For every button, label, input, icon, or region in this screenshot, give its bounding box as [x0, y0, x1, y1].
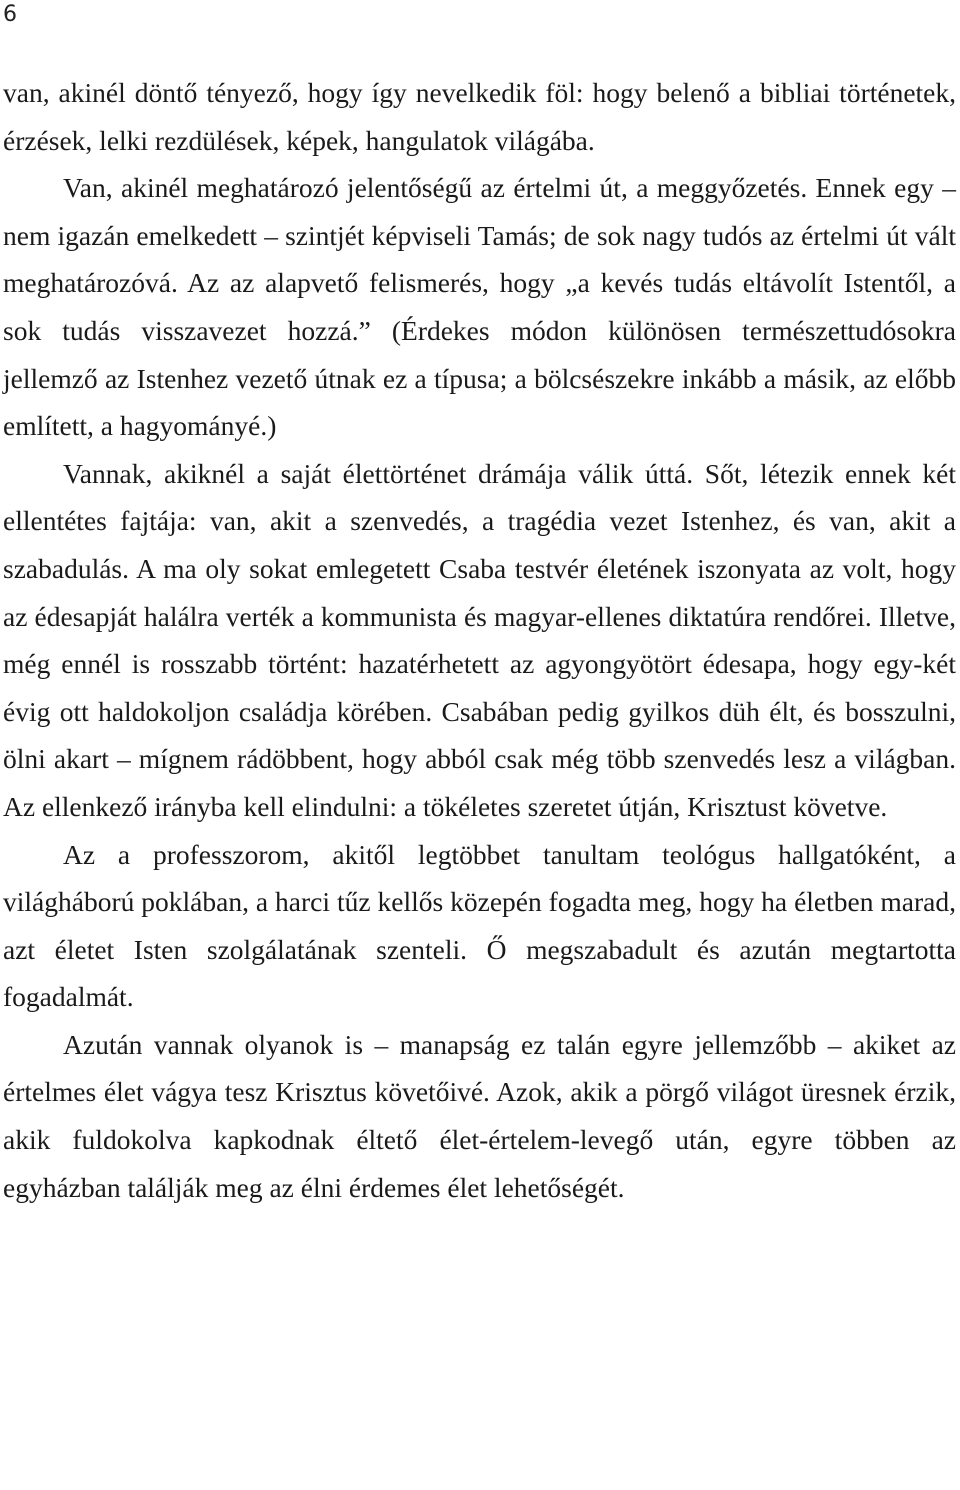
paragraph-3: Vannak, akiknél a saját élettörténet drámája válik úttá. Sőt, létezik ennek két ellentétes fajtája: van, akit a szenvedés, a tragédia vezet Istenhez, és van, akit a szabadulás. A ma oly sokat emlegetett Csaba testvér életének iszonyata az volt, hogy az édesapját halálra verték a kommunista és magyar-ellenes diktatúra rendőrei. Illetve, még ennél is rosszabb történt: hazatérhetett az agyongyötört édesapa, hogy egy-két évig ott haldokoljon családja körében. Csabában pedig gyilkos düh élt, és bosszulni, ölni akart – mígnem rádöbbent, hogy abból csak még több szenvedés lesz a világban. Az ellenkező irányba kell elindulni: a tökéletes szeretet útján, Krisztust követve. [3, 457, 956, 822]
paragraph-4: Az a professzorom, akitől legtöbbet tanultam teológus hallgatóként, a világháború poklában, a harci tűz kellős közepén fogadta meg, hogy ha életben marad, azt életet Isten szolgálatának szenteli. Ő megszabadult és azután megtartotta fogadalmát. [3, 838, 956, 1013]
page-number: 6 [3, 2, 17, 27]
paragraph-1: van, akinél döntő tényező, hogy így nevelkedik föl: hogy belenő a bibliai történetek, érzések, lelki rezdülések, képek, hangulatok világába. [3, 77, 956, 156]
paragraph-2: Van, akinél meghatározó jelentőségű az értelmi út, a meggyőzetés. Ennek egy – nem igazán emelkedett – szintjét képviseli Tamás; de sok nagy tudós az értelmi út vált meghatározóvá. Az az alapvető felismerés, hogy „a kevés tudás eltávolít Istentől, a sok tudás visszavezet hozzá.” (Érdekes módon különösen természettudósokra jellemző az Istenhez vezető útnak ez a típusa; a bölcsészekre inkább a másik, az előbb említett, a hagyományé.) [3, 172, 956, 442]
document-body [3, 69, 956, 1211]
paragraph-5: Azután vannak olyanok is – manapság ez talán egyre jellemzőbb – akiket az értelmes élet vágya tesz Krisztus követőivé. Azok, akik a pörgő világot üresnek érzik, akik fuldokolva kapkodnak éltető élet-értelem-levegő után, egyre többen az egyházban találják meg az élni érdemes élet lehetőségét. [3, 1028, 956, 1203]
